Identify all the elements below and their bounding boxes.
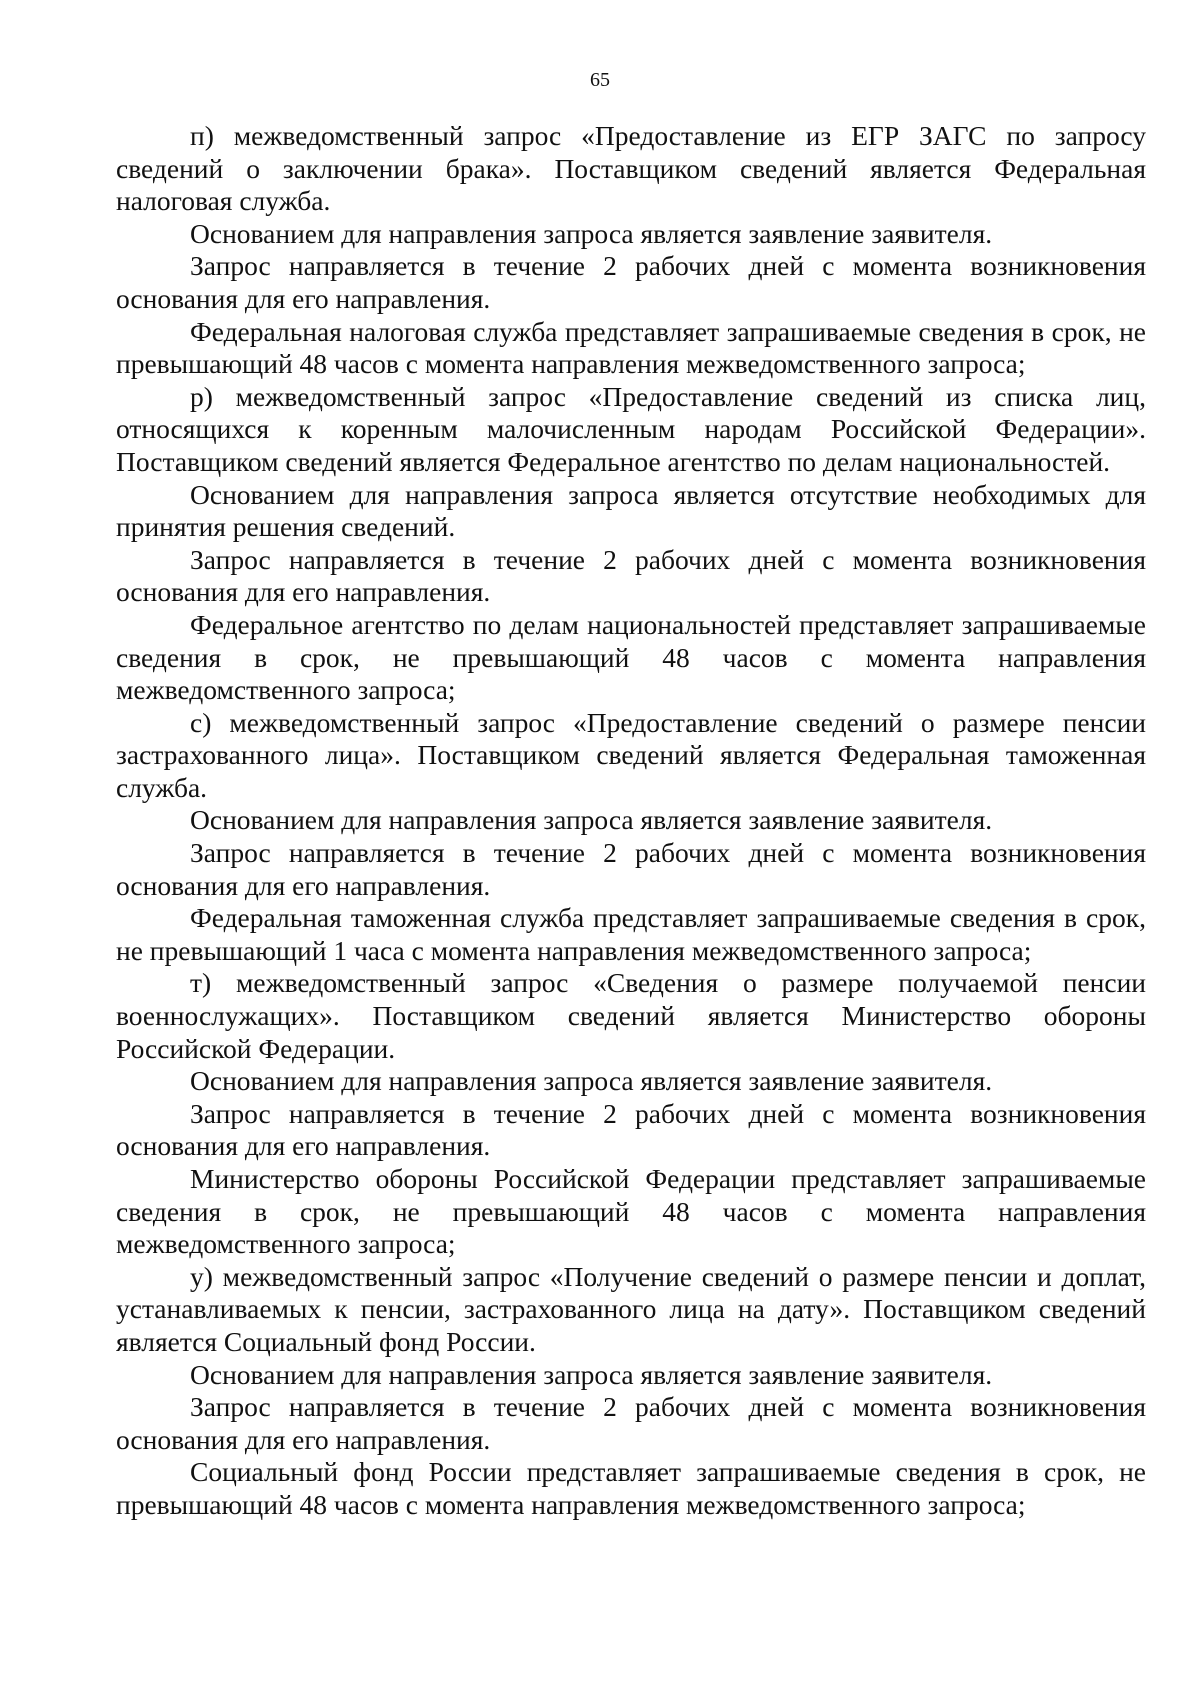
- paragraph-response-time: Федеральная таможенная служба представляет запрашиваемые сведения в срок, не превышающий 1 часа с момента направления межведомственного запроса;: [116, 902, 1146, 966]
- paragraph-s-request: с) межведомственный запрос «Предоставление сведений о размере пенсии застрахованного лица». Поставщиком сведений является Федеральная таможенная служба.: [116, 706, 1146, 803]
- paragraph-r-request: р) межведомственный запрос «Предоставление сведений из списка лиц, относящихся к коренным малочисленным народам Российской Федерации». Поставщиком сведений является Федеральное агентство по делам национальностей.: [116, 380, 1146, 477]
- paragraph-timing: Запрос направляется в течение 2 рабочих дней с момента возникновения основания для его направления.: [116, 1097, 1146, 1162]
- paragraph-basis: Основанием для направления запроса является заявление заявителя.: [190, 217, 993, 249]
- paragraph-basis: Основанием для направления запроса является заявление заявителя.: [190, 1065, 993, 1097]
- paragraph-response-time: Федеральное агентство по делам национальностей представляет запрашиваемые сведения в срок, не превышающий 48 часов с момента направления межведомственного запроса;: [116, 608, 1146, 706]
- paragraph-response-time: Федеральная налоговая служба представляет запрашиваемые сведения в срок, не превышающий 48 часов с момента направления межведомственного запроса;: [116, 315, 1146, 380]
- paragraph-basis: Основанием для направления запроса является отсутствие необходимых для принятия решения сведений.: [116, 478, 1146, 543]
- paragraph-u-request: у) межведомственный запрос «Получение сведений о размере пенсии и доплат, устанавливаемых к пенсии, застрахованного лица на дату». Поставщиком сведений является Социальный фонд России.: [116, 1260, 1146, 1357]
- paragraph-basis: Основанием для направления запроса является заявление заявителя.: [190, 1358, 993, 1390]
- paragraph-timing: Запрос направляется в течение 2 рабочих дней с момента возникновения основания для его направления.: [116, 543, 1146, 608]
- paragraph-t-request: т) межведомственный запрос «Сведения о размере получаемой пенсии военнослужащих». Поставщиком сведений является Министерство обороны Российской Федерации.: [116, 967, 1146, 1064]
- paragraph-timing: Запрос направляется в течение 2 рабочих дней с момента возникновения основания для его направления.: [116, 1391, 1146, 1455]
- paragraph-response-time: Социальный фонд России представляет запрашиваемые сведения в срок, не превышающий 48 часов с момента направления межведомственного запроса;: [116, 1456, 1146, 1520]
- document-body: [116, 120, 1146, 1522]
- paragraph-timing: Запрос направляется в течение 2 рабочих дней с момента возникновения основания для его направления.: [116, 837, 1146, 901]
- paragraph-p-request: п) межведомственный запрос «Предоставление из ЕГР ЗАГС по запросу сведений о заключении брака». Поставщиком сведений является Федеральная налоговая служба.: [116, 120, 1146, 217]
- page-number: 65: [590, 69, 610, 91]
- paragraph-response-time: Министерство обороны Российской Федерации представляет запрашиваемые сведения в срок, не превышающий 48 часов с момента направления межведомственного запроса;: [116, 1163, 1146, 1260]
- paragraph-basis: Основанием для направления запроса является заявление заявителя.: [190, 804, 993, 836]
- paragraph-timing: Запрос направляется в течение 2 рабочих дней с момента возникновения основания для его направления.: [116, 250, 1146, 314]
